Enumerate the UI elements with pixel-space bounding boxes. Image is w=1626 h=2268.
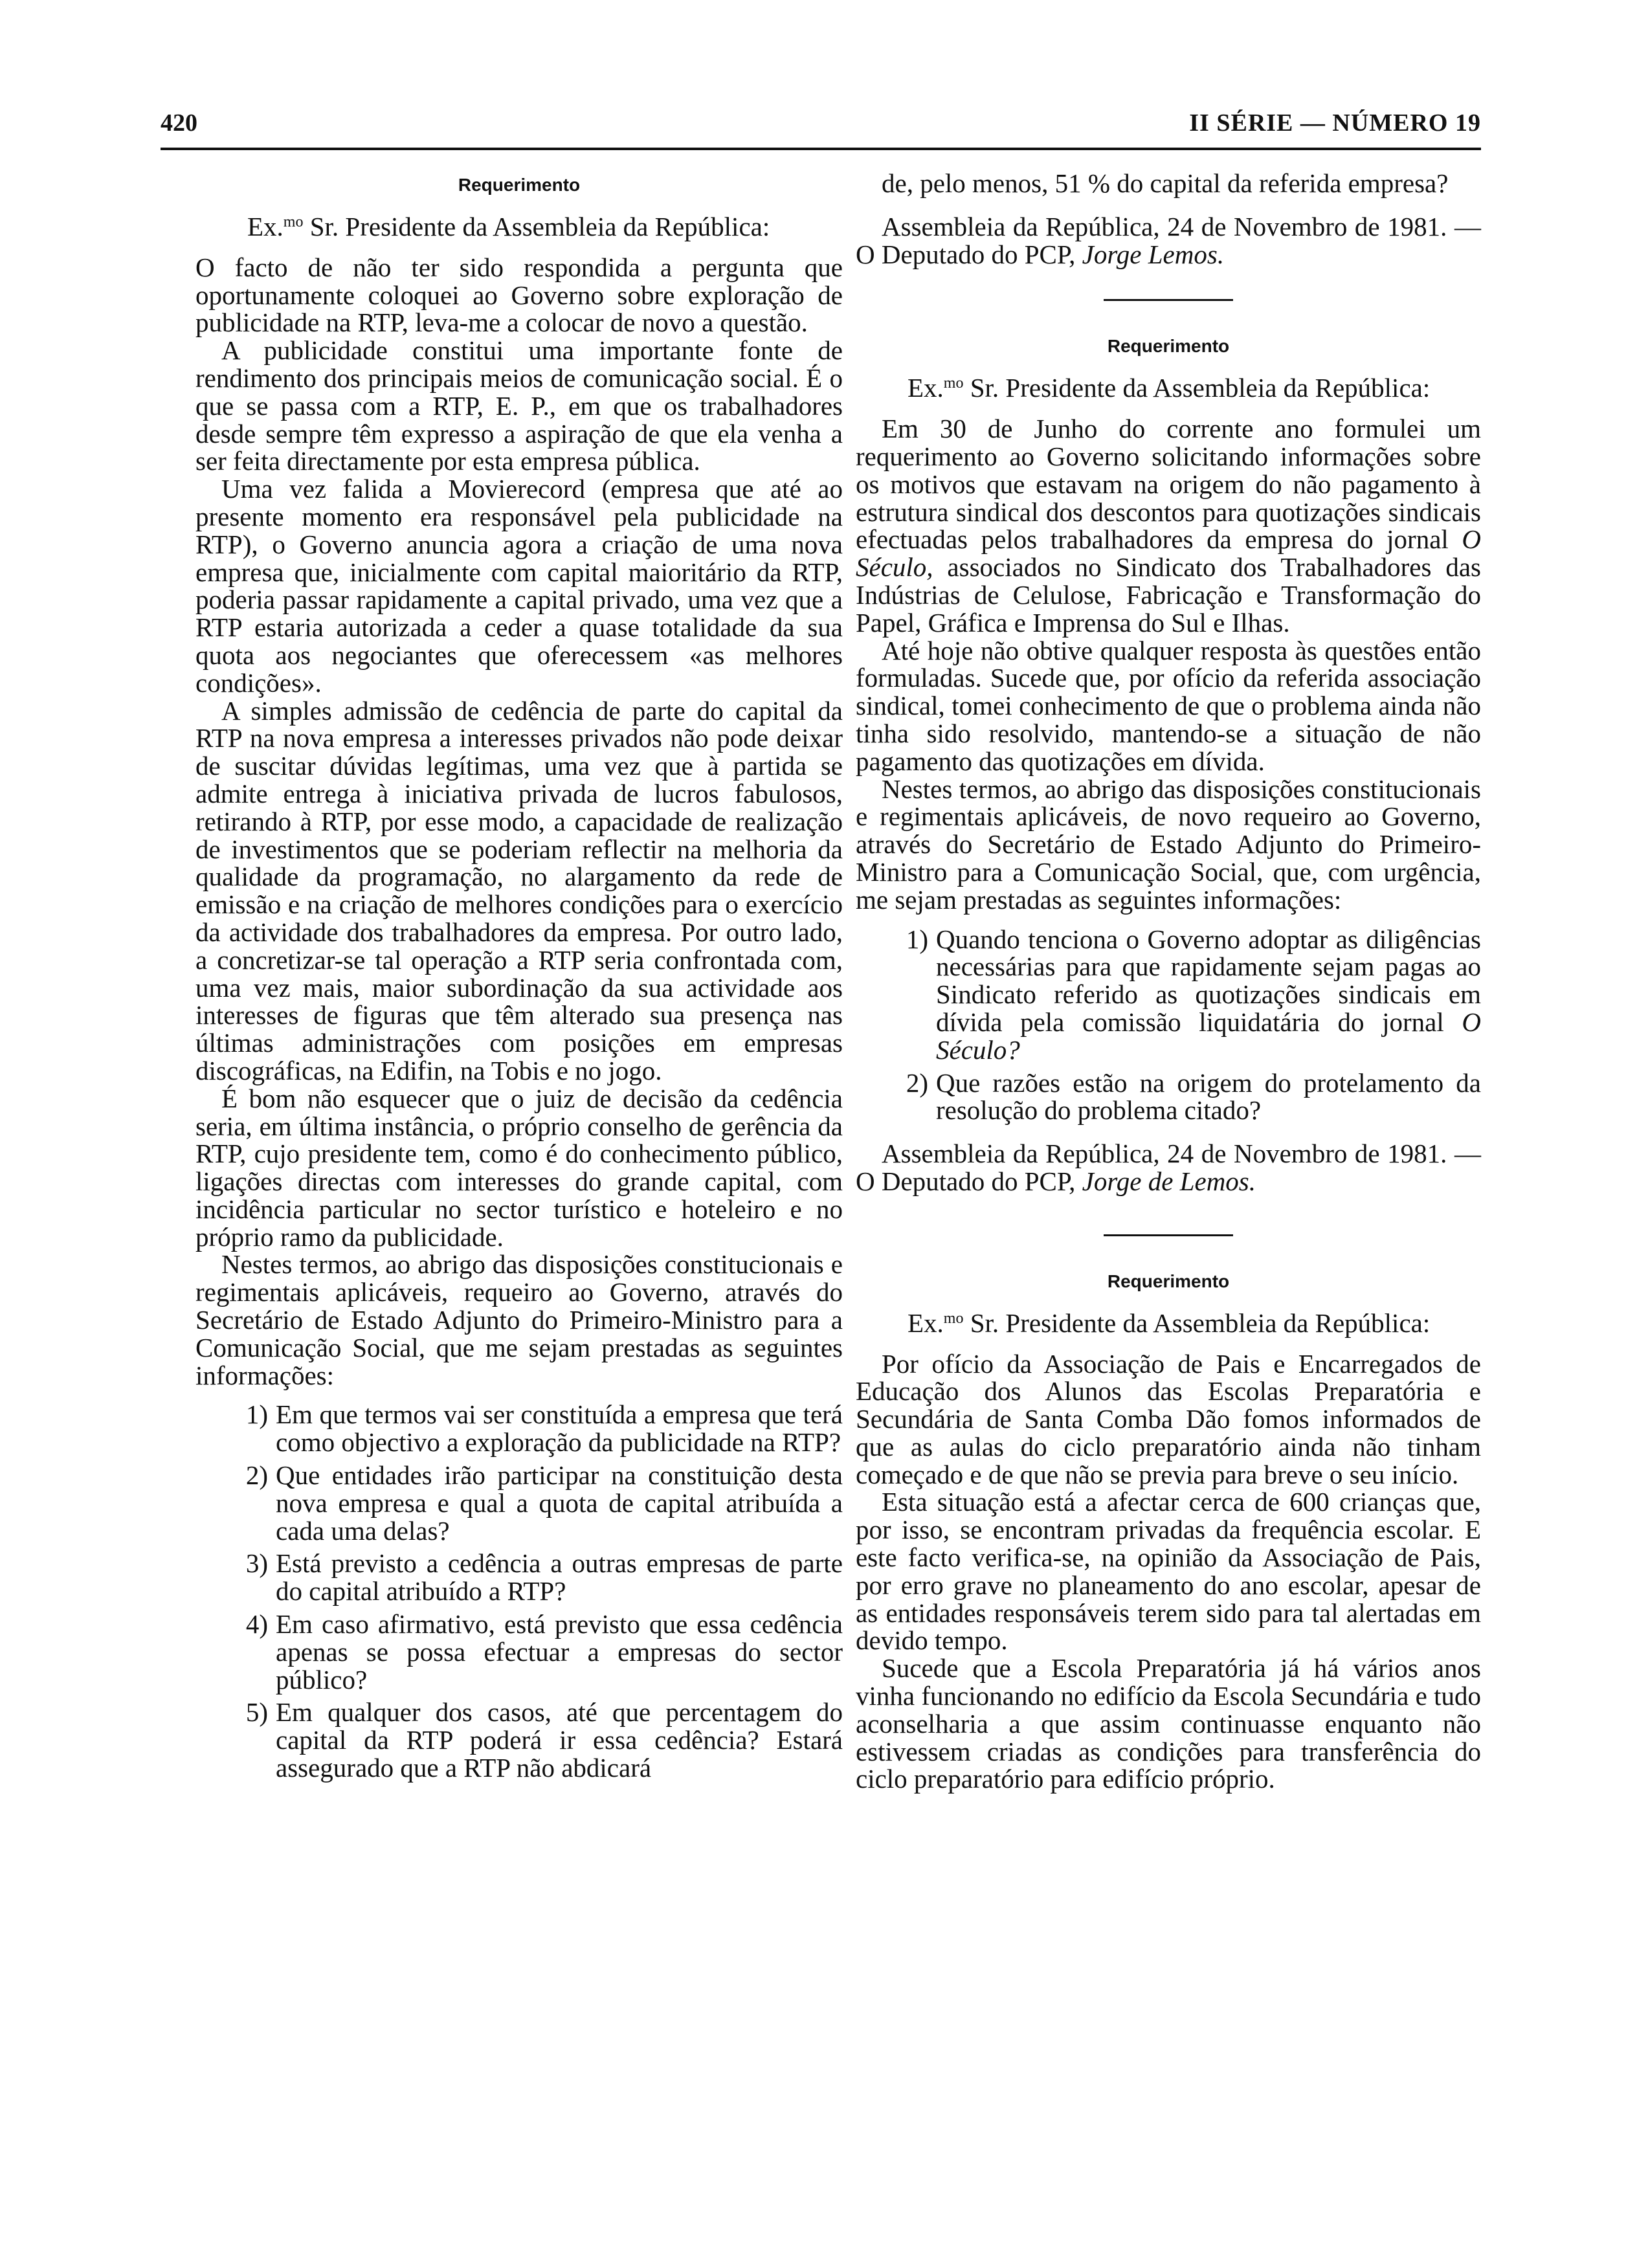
section-title: Requerimento	[458, 175, 581, 195]
series-number: II SÉRIE — NÚMERO 19	[1189, 109, 1481, 137]
item-text: Em caso afirmativo, está previsto que essa cedência apenas se possa efectuar a empresas do sector público?	[276, 1609, 843, 1695]
salutation	[856, 370, 1481, 402]
salutation-prefix: Ex.	[247, 212, 284, 241]
salutation-superscript: mo	[943, 1309, 964, 1327]
newspaper-name: O Século,	[856, 524, 1481, 583]
salutation	[856, 1305, 1481, 1337]
item-number: 2)	[906, 1067, 928, 1098]
paragraph: Uma vez falida a Movierecord (empresa que até ao presente momento era responsável pela publicidade na RTP), o Governo anuncia agora a criação de uma nova empresa que, inicialmente com capital maioritário da RTP, poderia passar rapidamente a capital privado, uma vez que a RTP estaria autorizada a ceder a quase totalidade da sua quota aos negociantes que oferecessem «as melhores condições».	[195, 474, 843, 698]
paragraph-text: Em 30 de Junho do corrente ano formulei um requerimento ao Governo solicitando informações sobre os motivos que estavam na origem do não pagamento à estrutura sindical dos descontos para quotizações sindicais efectuadas pelos trabalhadores da empresa do jornal	[856, 414, 1481, 555]
salutation-superscript: mo	[943, 375, 964, 392]
deputy-name: Jorge de Lemos.	[1082, 1166, 1256, 1196]
item-number: 1)	[906, 924, 928, 954]
paragraph	[856, 415, 1481, 636]
salutation-text: Sr. Presidente da Assembleia da República:	[963, 373, 1431, 403]
signature-line	[856, 213, 1481, 269]
right-column	[856, 170, 1481, 1793]
salutation-prefix: Ex.	[908, 1307, 944, 1338]
page-header	[161, 109, 1481, 150]
left-column	[195, 170, 843, 1787]
page-number: 420	[161, 109, 197, 137]
salutation-text: Sr. Presidente da Assembleia da República:	[303, 212, 770, 241]
item-text-part: Quando tenciona o Governo adoptar as diligências necessárias para que rapidamente sejam pagas ao Sindicato referido as quotizações sindicais em dívida pela comissão liquidatária do jornal	[936, 924, 1481, 1037]
item-text	[936, 926, 1481, 1064]
list-item	[856, 1069, 1481, 1125]
item-text: Está previsto a cedência a outras empresas de parte do capital atribuído a RTP?	[276, 1548, 843, 1606]
newspaper-name: O Século?	[936, 1006, 1481, 1065]
paragraph: O facto de não ter sido respondida a pergunta que oportunamente coloquei ao Governo sobre exploração de publicidade na RTP, leva-me a colocar de novo a questão.	[195, 252, 843, 338]
paragraph-text: associados no Sindicato dos Trabalhadores das Indústrias de Celulose, Fabricação e Transformação do Papel, Gráfica e Imprensa do Sul e Ilhas.	[856, 552, 1481, 638]
list-item	[195, 1698, 843, 1781]
paragraph: Nestes termos, ao abrigo das disposições constitucionais e regimentais aplicáveis, requeiro ao Governo, através do Secretário de Estado Adjunto do Primeiro-Ministro para a Comunicação Social, que me sejam prestadas as seguintes informações:	[195, 1249, 843, 1390]
question-list	[856, 926, 1481, 1125]
item-text: Que razões estão na origem do protelamento da resolução do problema citado?	[936, 1067, 1481, 1126]
signature-line	[856, 1140, 1481, 1195]
section-title: Requerimento	[1107, 1271, 1230, 1291]
section-divider	[1104, 299, 1233, 301]
paragraph: Nestes termos, ao abrigo das disposições constitucionais e regimentais aplicáveis, de novo requeiro ao Governo, através do Secretário de Estado Adjunto do Primeiro-Ministro para a Comunicação Social, que, com urgência, me sejam prestadas as seguintes informações:	[856, 773, 1481, 915]
continuation-text: de, pelo menos, 51 % do capital da referida empresa?	[882, 168, 1449, 198]
item-number: 2)	[245, 1460, 268, 1491]
item-number: 1)	[245, 1399, 268, 1430]
paragraph: Até hoje não obtive qualquer resposta às questões então formuladas. Sucede que, por ofício da referida associação sindical, tomei conhecimento de que o problema ainda não tinha sido resolvido, mantendo-se a situação de não pagamento das quotizações em dívida.	[856, 635, 1481, 776]
item-number: 5)	[245, 1697, 268, 1728]
item-number: 4)	[245, 1609, 268, 1640]
signature-text: Assembleia da República, 24 de Novembro de 1981. — O Deputado do PCP,	[856, 211, 1481, 269]
signature-text: Assembleia da República, 24 de Novembro de 1981. — O Deputado do PCP,	[856, 1139, 1481, 1196]
paragraph: A simples admissão de cedência de parte do capital da RTP na nova empresa a interesses privados não pode deixar de suscitar dúvidas legítimas, uma vez que à partida se admite entrega à iniciativa privada de lucros fabulosos, retirando à RTP, por esse modo, a capacidade de realização de investimentos que se poderiam reflectir na melhoria da qualidade da programação, no alargamento da rede de emissão e na criação de melhores condições para o exercício da actividade dos trabalhadores da empresa. Por outro lado, a concretizar-se tal operação a RTP seria confrontada com, uma vez mais, maior subordinação da sua actividade aos interesses de figuras que têm alterado sua presença nas últimas administrações com posições em empresas discográficas, na Edifin, na Tobis e no jogo.	[195, 695, 843, 1085]
salutation-text: Sr. Presidente da Assembleia da República:	[963, 1307, 1431, 1338]
deputy-name: Jorge Lemos.	[1082, 239, 1225, 269]
item-number: 3)	[245, 1548, 268, 1579]
list-item	[856, 926, 1481, 1064]
salutation-prefix: Ex.	[908, 373, 944, 403]
item-text: Que entidades irão participar na constituição desta nova empresa e qual a quota de capital atribuída a cada uma delas?	[276, 1460, 843, 1546]
section-title: Requerimento	[1107, 336, 1230, 357]
list-item	[195, 1401, 843, 1456]
paragraph: É bom não esquecer que o juiz de decisão da cedência seria, em última instância, o próprio conselho de gerência da RTP, cujo presidente tem, como é do conhecimento público, ligações directas com interesses do grande capital, com incidência particular no sector turístico e hoteleiro e no próprio ramo da publicidade.	[195, 1083, 843, 1252]
paragraph: A publicidade constitui uma importante fonte de rendimento dos principais meios de comunicação social. É o que se passa com a RTP, E. P., em que os trabalhadores desde sempre têm expresso a aspiração de que ela venha a ser feita directamente por esta empresa pública.	[195, 335, 843, 476]
section-divider	[1104, 1234, 1233, 1236]
list-item	[195, 1610, 843, 1693]
list-item	[195, 1550, 843, 1605]
salutation	[195, 208, 843, 241]
list-item	[195, 1462, 843, 1544]
salutation-superscript: mo	[283, 214, 304, 230]
paragraph: Esta situação está a afectar cerca de 600 crianças que, por isso, se encontram privadas da frequência escolar. E este facto verifica-se, na opinião da Associação de Pais, por erro grave no planeamento do ano escolar, apesar de as entidades responsáveis terem sido para tal alertadas em devido tempo.	[856, 1487, 1481, 1656]
item-text: Em qualquer dos casos, até que percentagem do capital da RTP poderá ir essa cedência? Estará assegurado que a RTP não abdicará	[276, 1697, 843, 1783]
question-list	[195, 1401, 843, 1781]
paragraph: Sucede que a Escola Preparatória já há vários anos vinha funcionando no edifício da Escola Secundária e tudo aconselharia a que assim continuasse enquanto não estivessem criadas as condições para transferência do ciclo preparatório para edifício próprio.	[856, 1653, 1481, 1794]
paragraph: Por ofício da Associação de Pais e Encarregados de Educação dos Alunos das Escolas Preparatória e Secundária de Santa Comba Dão fomos informados de que as aulas do ciclo preparatório ainda não tinham começado e de que não se previa para breve o seu início.	[856, 1348, 1481, 1489]
item-text: Em que termos vai ser constituída a empresa que terá como objectivo a exploração da publicidade na RTP?	[276, 1399, 843, 1458]
